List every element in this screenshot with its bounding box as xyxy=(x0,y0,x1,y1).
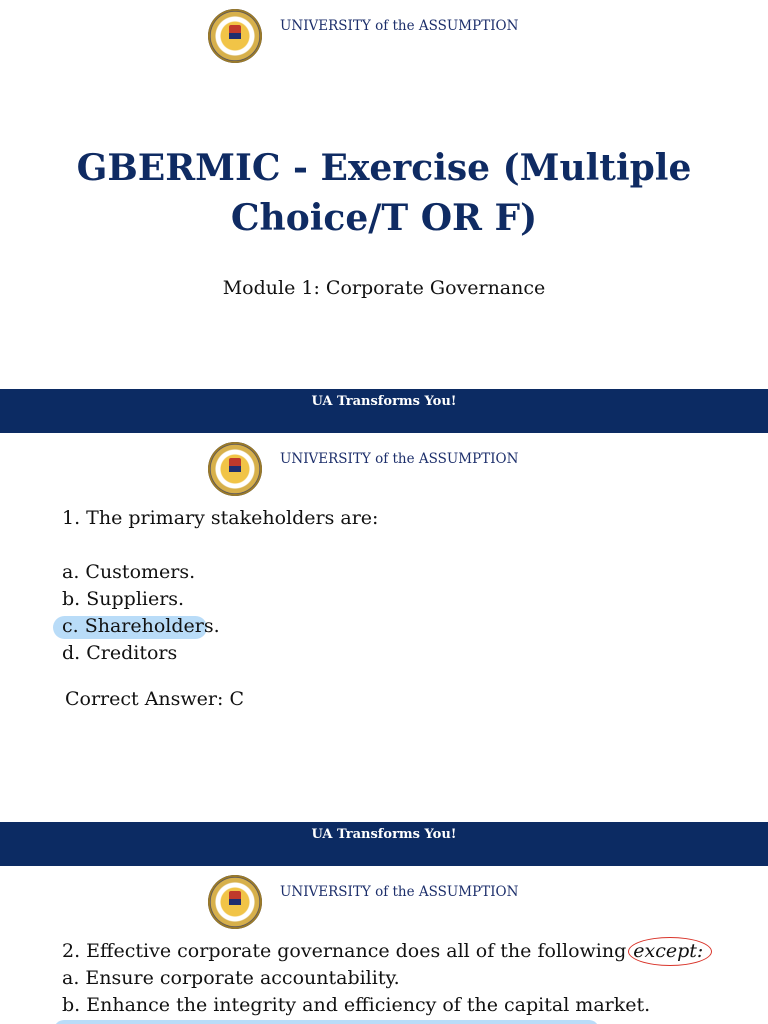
university-name: UNIVERSITY of the ASSUMPTION xyxy=(280,884,519,900)
correct-answer: Correct Answer: C xyxy=(65,688,244,710)
answer-highlight xyxy=(54,1020,599,1024)
option-a: a. Customers. xyxy=(62,561,196,583)
slide-2 xyxy=(0,433,768,866)
university-seal-logo xyxy=(208,9,262,63)
footer-bar xyxy=(0,389,768,433)
emphasized-word: except: xyxy=(628,937,712,966)
slide-header xyxy=(208,9,608,67)
university-name: UNIVERSITY of the ASSUMPTION xyxy=(280,18,519,34)
university-seal-logo xyxy=(208,875,262,929)
footer-tagline: UA Transforms You! xyxy=(311,827,457,842)
slide-header xyxy=(208,442,608,500)
university-seal-logo xyxy=(208,442,262,496)
option-b: b. Enhance the integrity and efficiency of the capital market. xyxy=(62,994,651,1016)
university-name: UNIVERSITY of the ASSUMPTION xyxy=(280,451,519,467)
option-c: c. Shareholders. xyxy=(62,615,220,637)
footer-tagline: UA Transforms You! xyxy=(311,394,457,409)
footer-bar xyxy=(0,822,768,866)
slide-title: GBERMIC - Exercise (Multiple Choice/T OR F) xyxy=(76,147,692,239)
slide-1 xyxy=(0,0,768,433)
slide-3 xyxy=(0,866,768,1024)
slide-header xyxy=(208,875,608,933)
option-d: d. Creditors xyxy=(62,642,178,664)
slide-subtitle: Module 1: Corporate Governance xyxy=(222,277,546,299)
question-text xyxy=(62,940,712,962)
option-a: a. Ensure corporate accountability. xyxy=(62,967,400,989)
option-b: b. Suppliers. xyxy=(62,588,185,610)
question-prefix: 2. Effective corporate governance does all of the following xyxy=(62,940,627,962)
question-text: 1. The primary stakeholders are: xyxy=(62,507,379,529)
